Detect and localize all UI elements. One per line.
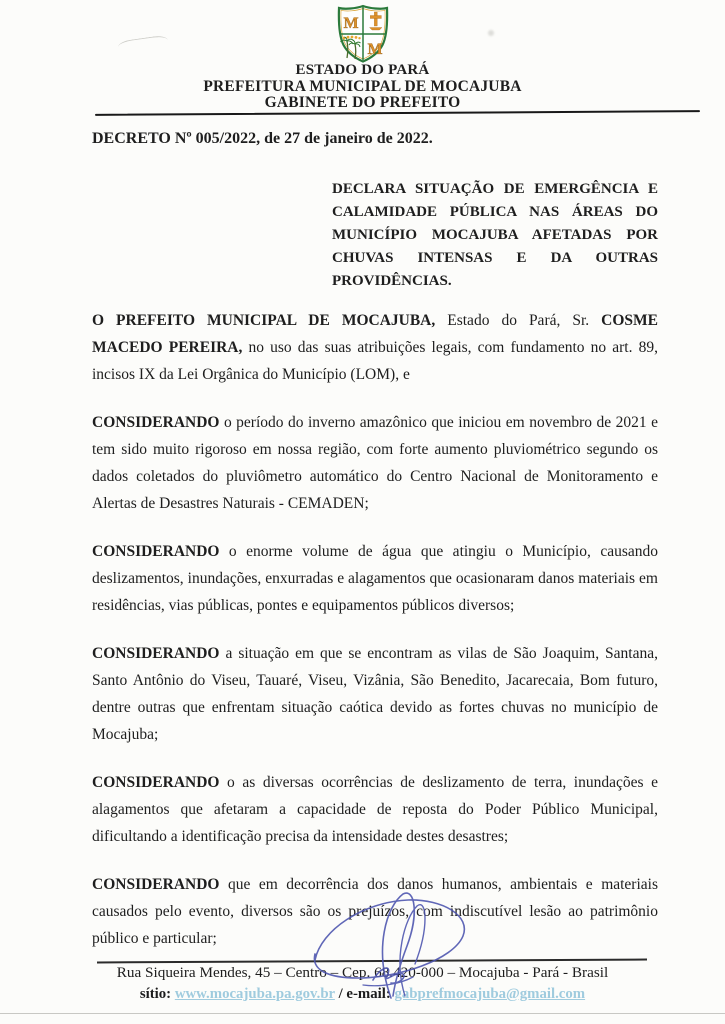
body-paragraph — [92, 538, 658, 619]
document-body — [92, 130, 658, 952]
scan-bottom-edge — [0, 1013, 725, 1014]
body-paragraph — [92, 640, 658, 748]
paragraph-segment: CONSIDERANDO — [92, 774, 220, 791]
signature-scribble — [303, 888, 478, 1002]
paragraph-segment: o as diversas ocorrências de deslizamento de terra, inundações e alagamentos que afetaram a capacidade de reposta do Poder Público Municipal, dificultando a identificação precisa da intensidade destes desastres; — [92, 774, 658, 845]
paragraph-segment: CONSIDERANDO — [92, 876, 220, 893]
decree-epigraph: DECLARA SITUAÇÃO DE EMERGÊNCIA E CALAMIDADE PÚBLICA NAS ÁREAS DO MUNICÍPIO MOCAJUBA AFETADAS POR CHUVAS INTENSAS E DA OUTRAS PROVIDÊNCIAS. — [332, 181, 658, 289]
site-label: sítio: — [139, 986, 172, 1002]
paragraph-segment: CONSIDERANDO — [92, 645, 220, 662]
paragraph-segment: a situação em que se encontram as vilas de São Joaquim, Santana, Santo Antônio do Viseu, Tauaré, Viseu, Vizânia, São Benedito, Jacarecaia, Bom futuro, dentre outras que enfrentam situação caótica devido as fortes chuvas no município de Mocajuba; — [92, 645, 658, 743]
body-paragraph — [92, 769, 658, 850]
scan-smudge — [117, 35, 168, 53]
body-paragraph — [92, 307, 658, 388]
crest-monogram-right: M — [367, 41, 383, 58]
header-municipality-line: PREFEITURA MUNICIPAL DE MOCAJUBA — [203, 78, 522, 95]
site-url-link[interactable]: www.mocajuba.pa.gov.br — [174, 986, 335, 1002]
crest-monogram-left: M — [343, 15, 359, 32]
signature-ink — [314, 893, 464, 998]
email-label: / e-mail: — [338, 986, 391, 1002]
paragraph-segment: que em decorrência dos danos humanos, ambientais e materiais causados pelo evento, diversos são os prejuízos, com indiscutível lesão ao patrimônio público e particular; — [92, 876, 658, 947]
scan-smudge — [488, 30, 494, 36]
decree-title: DECRETO Nº 005/2022, de 27 de janeiro de 2022. — [92, 130, 433, 147]
paragraph-segment: CONSIDERANDO — [92, 543, 220, 560]
paragraph-segment: no uso das suas atribuições legais, com fundamento no art. 89, incisos IX da Lei Orgânica do Município (LOM), e — [92, 339, 658, 383]
header-state-line: ESTADO DO PARÁ — [295, 62, 430, 78]
body-paragraphs — [92, 307, 658, 952]
paragraph-segment: Estado do Pará, Sr. — [435, 312, 602, 329]
paragraph-segment: COSME MACEDO PEREIRA, — [92, 312, 659, 356]
body-paragraph — [92, 409, 658, 517]
footer-address: Rua Siqueira Mendes, 45 – Centro – Cep. 68.420-000 – Mocajuba - Pará - Brasil — [116, 964, 609, 981]
paragraph-segment: o enorme volume de água que atingiu o Município, causando deslizamentos, inundações, enxurradas e alagamentos que ocasionaram danos materiais em residências, vias públicas, pontes e equipamentos públicos diversos; — [92, 543, 658, 614]
header-office-line: GABINETE DO PREFEITO — [264, 94, 461, 111]
paragraph-segment: O PREFEITO MUNICIPAL DE MOCAJUBA, — [92, 312, 436, 329]
municipal-crest — [333, 4, 393, 64]
paragraph-segment: o período do inverno amazônico que iniciou em novembro de 2021 e tem sido muito rigoroso em nossa região, com forte aumento pluviométrico segundo os dados coletados do pluviômetro automático do Centro Nacional de Monitoramento e Alertas de Desastres Naturais - CEMADEN; — [92, 414, 658, 512]
email-link[interactable]: gabprefmocajuba@gmail.com — [394, 986, 586, 1002]
paragraph-segment: CONSIDERANDO — [92, 414, 220, 431]
